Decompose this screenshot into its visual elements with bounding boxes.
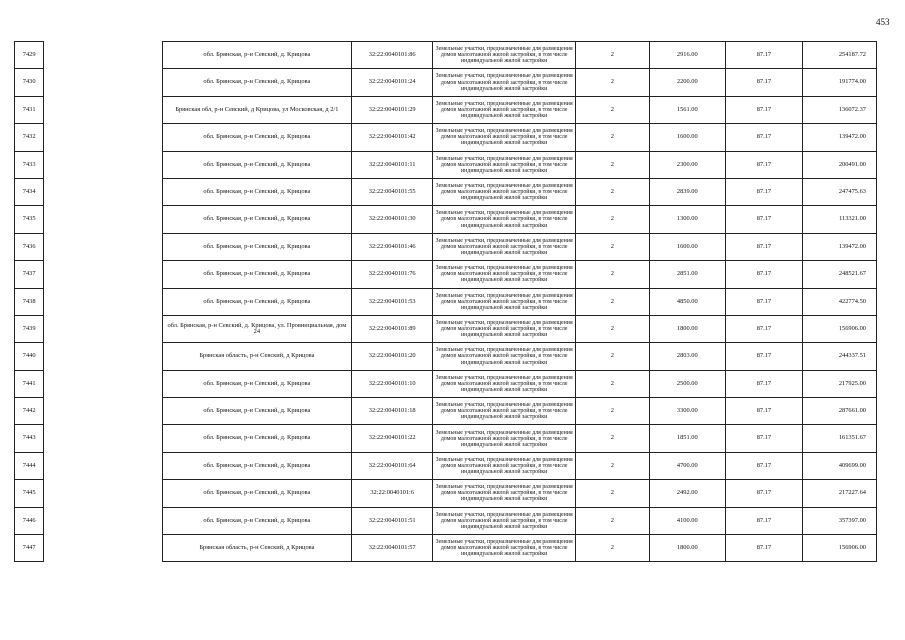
cell-empty [44, 480, 162, 507]
cell-cadastral-number: 32:22:0040101:57 [351, 535, 433, 562]
cell-empty [44, 96, 162, 123]
cell-specific-value: 87.17 [725, 398, 802, 425]
cell-area: 2500.00 [649, 370, 725, 397]
cell-specific-value: 87.17 [725, 261, 802, 288]
cell-land-use: Земельные участки, предназначенные для размещения домов малоэтажной жилой застройки, в том числе индивидуальной жилой застройки [433, 206, 575, 233]
cell-group: 2 [575, 261, 649, 288]
cell-cadastral-value: 139472.00 [803, 233, 877, 260]
cell-area: 2916.00 [649, 42, 725, 69]
cell-area: 2300.00 [649, 151, 725, 178]
cell-record-number: 7445 [15, 480, 44, 507]
cell-land-use: Земельные участки, предназначенные для размещения домов малоэтажной жилой застройки, в том числе индивидуальной жилой застройки [433, 315, 575, 342]
cell-address: Брянская область, р-н Севский, д Крицова [162, 535, 351, 562]
cell-cadastral-value: 409699.00 [803, 452, 877, 479]
cell-group: 2 [575, 233, 649, 260]
cell-cadastral-number: 32:22:0040101:10 [351, 370, 433, 397]
cell-cadastral-number: 32:22:0040101:20 [351, 343, 433, 370]
cell-cadastral-number: 32:22:0040101:51 [351, 507, 433, 534]
table-row [15, 370, 877, 397]
table-row [15, 69, 877, 96]
cell-empty [44, 343, 162, 370]
cell-group: 2 [575, 178, 649, 205]
cell-area: 2492.00 [649, 480, 725, 507]
cell-record-number: 7438 [15, 288, 44, 315]
cell-empty [44, 425, 162, 452]
cell-cadastral-value: 254187.72 [803, 42, 877, 69]
cell-empty [44, 124, 162, 151]
cell-empty [44, 315, 162, 342]
cell-specific-value: 87.17 [725, 343, 802, 370]
cell-cadastral-number: 32:22:0040101:6 [351, 480, 433, 507]
cell-empty [44, 288, 162, 315]
cell-cadastral-value: 357397.00 [803, 507, 877, 534]
cell-land-use: Земельные участки, предназначенные для размещения домов малоэтажной жилой застройки, в том числе индивидуальной жилой застройки [433, 124, 575, 151]
cell-cadastral-value: 247475.63 [803, 178, 877, 205]
cell-group: 2 [575, 370, 649, 397]
cell-group: 2 [575, 288, 649, 315]
cell-group: 2 [575, 151, 649, 178]
table-row [15, 343, 877, 370]
cell-record-number: 7440 [15, 343, 44, 370]
table-row [15, 507, 877, 534]
cell-cadastral-number: 32:22:0040101:86 [351, 42, 433, 69]
cell-cadastral-number: 32:22:0040101:22 [351, 425, 433, 452]
cell-address: обл. Брянская, р-н Севский, д. Крицова [162, 233, 351, 260]
cell-land-use: Земельные участки, предназначенные для размещения домов малоэтажной жилой застройки, в том числе индивидуальной жилой застройки [433, 261, 575, 288]
table-row [15, 206, 877, 233]
cell-address: обл. Брянская, р-н Севский, д. Крицова [162, 124, 351, 151]
cell-address: обл. Брянская, р-н Севский, д. Крицова [162, 178, 351, 205]
table-row [15, 425, 877, 452]
cell-land-use: Земельные участки, предназначенные для размещения домов малоэтажной жилой застройки, в том числе индивидуальной жилой застройки [433, 507, 575, 534]
cell-empty [44, 151, 162, 178]
cell-cadastral-value: 191774.00 [803, 69, 877, 96]
cell-land-use: Земельные участки, предназначенные для размещения домов малоэтажной жилой застройки, в том числе индивидуальной жилой застройки [433, 370, 575, 397]
cell-group: 2 [575, 343, 649, 370]
cell-cadastral-number: 32:22:0040101:46 [351, 233, 433, 260]
cell-area: 4700.00 [649, 452, 725, 479]
cell-specific-value: 87.17 [725, 288, 802, 315]
cell-specific-value: 87.17 [725, 452, 802, 479]
cell-specific-value: 87.17 [725, 535, 802, 562]
cell-area: 4100.00 [649, 507, 725, 534]
cell-land-use: Земельные участки, предназначенные для размещения домов малоэтажной жилой застройки, в том числе индивидуальной жилой застройки [433, 151, 575, 178]
table-row [15, 124, 877, 151]
cell-address: обл. Брянская, р-н Севский, д. Крицова [162, 42, 351, 69]
cell-land-use: Земельные участки, предназначенные для размещения домов малоэтажной жилой застройки, в том числе индивидуальной жилой застройки [433, 96, 575, 123]
cell-cadastral-value: 156906.00 [803, 315, 877, 342]
cell-specific-value: 87.17 [725, 42, 802, 69]
cell-area: 1851.00 [649, 425, 725, 452]
cell-record-number: 7431 [15, 96, 44, 123]
cell-cadastral-value: 248521.67 [803, 261, 877, 288]
cell-cadastral-value: 156906.00 [803, 535, 877, 562]
cell-cadastral-value: 244337.51 [803, 343, 877, 370]
cell-group: 2 [575, 398, 649, 425]
cell-empty [44, 206, 162, 233]
cell-address: обл. Брянская, р-н Севский, д. Крицова [162, 151, 351, 178]
cell-record-number: 7439 [15, 315, 44, 342]
cell-address: обл. Брянская, р-н Севский, д. Крицова [162, 370, 351, 397]
cell-empty [44, 233, 162, 260]
cell-address: обл. Брянская, р-н Севский, д. Крицова [162, 480, 351, 507]
cell-group: 2 [575, 425, 649, 452]
cell-land-use: Земельные участки, предназначенные для размещения домов малоэтажной жилой застройки, в том числе индивидуальной жилой застройки [433, 398, 575, 425]
cell-land-use: Земельные участки, предназначенные для размещения домов малоэтажной жилой застройки, в том числе индивидуальной жилой застройки [433, 535, 575, 562]
cell-record-number: 7447 [15, 535, 44, 562]
cell-cadastral-number: 32:22:0040101:76 [351, 261, 433, 288]
cell-land-use: Земельные участки, предназначенные для размещения домов малоэтажной жилой застройки, в том числе индивидуальной жилой застройки [433, 69, 575, 96]
cell-group: 2 [575, 315, 649, 342]
cell-cadastral-number: 32:22:0040101:53 [351, 288, 433, 315]
cell-record-number: 7443 [15, 425, 44, 452]
cell-area: 1800.00 [649, 315, 725, 342]
cell-specific-value: 87.17 [725, 370, 802, 397]
cell-group: 2 [575, 535, 649, 562]
cell-land-use: Земельные участки, предназначенные для размещения домов малоэтажной жилой застройки, в том числе индивидуальной жилой застройки [433, 452, 575, 479]
cell-cadastral-value: 200491.00 [803, 151, 877, 178]
cell-area: 2851.00 [649, 261, 725, 288]
cell-area: 1561.00 [649, 96, 725, 123]
cell-cadastral-number: 32:22:0040101:18 [351, 398, 433, 425]
cell-specific-value: 87.17 [725, 178, 802, 205]
cell-area: 1300.00 [649, 206, 725, 233]
cell-empty [44, 398, 162, 425]
cell-land-use: Земельные участки, предназначенные для размещения домов малоэтажной жилой застройки, в том числе индивидуальной жилой застройки [433, 480, 575, 507]
cell-group: 2 [575, 42, 649, 69]
cell-cadastral-value: 136072.37 [803, 96, 877, 123]
cell-empty [44, 452, 162, 479]
table-row [15, 288, 877, 315]
cadastral-value-table [14, 41, 877, 562]
cell-cadastral-number: 32:22:0040101:24 [351, 69, 433, 96]
table-row [15, 178, 877, 205]
cell-group: 2 [575, 452, 649, 479]
cell-area: 3300.00 [649, 398, 725, 425]
cell-group: 2 [575, 96, 649, 123]
cell-specific-value: 87.17 [725, 315, 802, 342]
cell-area: 2200.00 [649, 69, 725, 96]
cell-area: 4850.00 [649, 288, 725, 315]
cell-empty [44, 261, 162, 288]
cell-record-number: 7446 [15, 507, 44, 534]
table-row [15, 233, 877, 260]
cell-group: 2 [575, 206, 649, 233]
cell-specific-value: 87.17 [725, 480, 802, 507]
cell-record-number: 7444 [15, 452, 44, 479]
cell-cadastral-value: 161351.67 [803, 425, 877, 452]
cell-record-number: 7435 [15, 206, 44, 233]
cell-specific-value: 87.17 [725, 233, 802, 260]
cell-empty [44, 42, 162, 69]
cell-area: 1800.00 [649, 535, 725, 562]
cell-land-use: Земельные участки, предназначенные для размещения домов малоэтажной жилой застройки, в том числе индивидуальной жилой застройки [433, 42, 575, 69]
cell-address: обл. Брянская, р-н Севский, д. Крицова, ул. Провинциальная, дом 24 [162, 315, 351, 342]
cell-group: 2 [575, 507, 649, 534]
cell-record-number: 7442 [15, 398, 44, 425]
cell-specific-value: 87.17 [725, 151, 802, 178]
cell-cadastral-value: 113321.00 [803, 206, 877, 233]
cell-specific-value: 87.17 [725, 425, 802, 452]
cell-record-number: 7436 [15, 233, 44, 260]
cell-address: обл. Брянская, р-н Севский, д. Крицова [162, 206, 351, 233]
table-row [15, 315, 877, 342]
cell-area: 2803.00 [649, 343, 725, 370]
cell-address: обл. Брянская, р-н Севский, д. Крицова [162, 452, 351, 479]
cell-cadastral-number: 32:22:0040101:30 [351, 206, 433, 233]
page-number: 453 [876, 17, 890, 27]
cell-address: обл. Брянская, р-н Севский, д. Крицова [162, 507, 351, 534]
cell-record-number: 7437 [15, 261, 44, 288]
table-row [15, 480, 877, 507]
cell-address: обл. Брянская, р-н Севский, д. Крицова [162, 261, 351, 288]
cell-cadastral-number: 32:22:0040101:11 [351, 151, 433, 178]
cell-specific-value: 87.17 [725, 69, 802, 96]
cell-record-number: 7434 [15, 178, 44, 205]
cell-specific-value: 87.17 [725, 124, 802, 151]
cell-record-number: 7433 [15, 151, 44, 178]
table-row [15, 452, 877, 479]
cell-cadastral-value: 217227.64 [803, 480, 877, 507]
cell-group: 2 [575, 124, 649, 151]
cell-cadastral-value: 287661.00 [803, 398, 877, 425]
cell-area: 1600.00 [649, 124, 725, 151]
cell-area: 1600.00 [649, 233, 725, 260]
cell-cadastral-value: 139472.00 [803, 124, 877, 151]
cell-address: обл. Брянская, р-н Севский, д. Крицова [162, 398, 351, 425]
cell-area: 2839.00 [649, 178, 725, 205]
cell-empty [44, 370, 162, 397]
table-row [15, 42, 877, 69]
cell-address: обл. Брянская, р-н Севский, д. Крицова [162, 69, 351, 96]
cell-cadastral-number: 32:22:0040101:29 [351, 96, 433, 123]
cell-empty [44, 535, 162, 562]
table-row [15, 398, 877, 425]
cell-address: Брянская обл, р-н Севский, д Крицова, ул Московская, д 2/1 [162, 96, 351, 123]
cell-land-use: Земельные участки, предназначенные для размещения домов малоэтажной жилой застройки, в том числе индивидуальной жилой застройки [433, 425, 575, 452]
cell-cadastral-number: 32:22:0040101:42 [351, 124, 433, 151]
cell-group: 2 [575, 69, 649, 96]
cell-address: Брянская область, р-н Севский, д Крицова [162, 343, 351, 370]
cell-land-use: Земельные участки, предназначенные для размещения домов малоэтажной жилой застройки, в том числе индивидуальной жилой застройки [433, 343, 575, 370]
cell-cadastral-value: 217925.00 [803, 370, 877, 397]
cell-record-number: 7441 [15, 370, 44, 397]
cell-address: обл. Брянская, р-н Севский, д. Крицова [162, 288, 351, 315]
cell-empty [44, 178, 162, 205]
cell-specific-value: 87.17 [725, 96, 802, 123]
cell-land-use: Земельные участки, предназначенные для размещения домов малоэтажной жилой застройки, в том числе индивидуальной жилой застройки [433, 233, 575, 260]
cell-record-number: 7432 [15, 124, 44, 151]
cell-cadastral-number: 32:22:0040101:64 [351, 452, 433, 479]
cell-record-number: 7430 [15, 69, 44, 96]
cell-cadastral-number: 32:22:0040101:55 [351, 178, 433, 205]
cell-address: обл. Брянская, р-н Севский, д. Крицова [162, 425, 351, 452]
cell-land-use: Земельные участки, предназначенные для размещения домов малоэтажной жилой застройки, в том числе индивидуальной жилой застройки [433, 288, 575, 315]
cell-land-use: Земельные участки, предназначенные для размещения домов малоэтажной жилой застройки, в том числе индивидуальной жилой застройки [433, 178, 575, 205]
cell-specific-value: 87.17 [725, 206, 802, 233]
cell-group: 2 [575, 480, 649, 507]
cell-record-number: 7429 [15, 42, 44, 69]
cell-empty [44, 69, 162, 96]
cell-cadastral-number: 32:22:0040101:89 [351, 315, 433, 342]
table-row [15, 96, 877, 123]
table-row [15, 151, 877, 178]
cell-specific-value: 87.17 [725, 507, 802, 534]
table-row [15, 261, 877, 288]
cell-empty [44, 507, 162, 534]
cell-cadastral-value: 422774.50 [803, 288, 877, 315]
table-row [15, 535, 877, 562]
